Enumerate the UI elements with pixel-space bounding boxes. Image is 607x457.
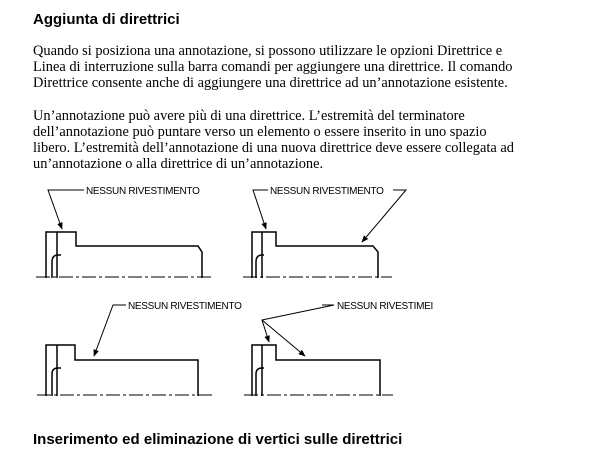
- annotation-label: NESSUN RIVESTIMENTO: [270, 186, 384, 197]
- example-2: [243, 186, 406, 278]
- shaft-profile: [46, 345, 198, 396]
- paragraph-line: Direttrice consente anche di aggiungere una direttrice ad un’annotazione esistente.: [33, 75, 508, 91]
- leader-line: [94, 305, 126, 356]
- paragraph-line: Linea di interruzione sulla barra comandi per aggiungere una direttrice. Il comando: [33, 59, 513, 75]
- paragraph-line: un’annotazione o alla direttrice di un’annotazione.: [33, 156, 324, 172]
- section-title: Aggiunta di direttrici: [33, 11, 180, 28]
- annotation-label: NESSUN RIVESTIMENTO: [86, 186, 200, 197]
- leader-line: [253, 190, 268, 229]
- shaft-profile: [252, 232, 378, 278]
- shaft-profile: [46, 232, 202, 278]
- leader-line-secondary: [362, 190, 406, 242]
- paragraph-line: dell’annotazione può puntare verso un elemento o essere inserito in uno spazio: [33, 124, 487, 140]
- example-1: [36, 186, 212, 278]
- example-3: [37, 301, 242, 396]
- next-section-title: Inserimento ed eliminazione di vertici sulle direttrici: [33, 431, 403, 448]
- leader-line-secondary: [262, 320, 305, 356]
- leader-line: [262, 305, 334, 342]
- shaft-profile: [252, 345, 380, 396]
- annotation-label: NESSUN RIVESTIMENTO: [128, 301, 242, 312]
- paragraph-line: Un’annotazione può avere più di una direttrice. L’estremità del terminatore: [33, 108, 465, 124]
- leader-line: [48, 190, 84, 229]
- example-4: [244, 301, 433, 396]
- paragraph-line: libero. L’estremità dell’annotazione di una nuova direttrice deve essere collegata ad: [33, 140, 514, 156]
- annotation-label: NESSUN RIVESTIMEI: [337, 301, 434, 312]
- paragraph-line: Quando si posiziona una annotazione, si possono utilizzare le opzioni Direttrice e: [33, 43, 503, 59]
